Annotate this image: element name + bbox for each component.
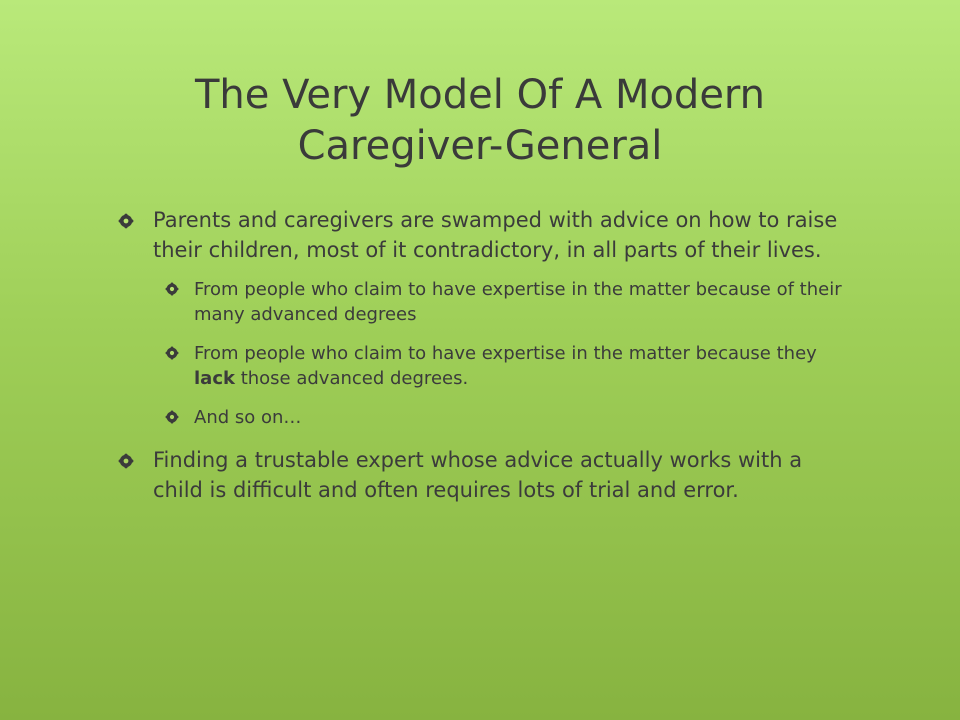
gear-bullet-icon xyxy=(118,213,134,229)
slide-title-line-1: The Very Model Of A Modern xyxy=(194,72,766,118)
bullet-list xyxy=(112,206,852,517)
subbullet-text-2-prefix: From people who claim to have expertise in the matter because they xyxy=(194,343,817,364)
subbullet-item-3 xyxy=(112,405,852,430)
bullet-item-1 xyxy=(112,206,852,265)
gear-bullet-icon xyxy=(165,410,179,424)
subbullet-text-3: And so on… xyxy=(194,407,302,428)
subbullet-text-2-suffix: those advanced degrees. xyxy=(234,368,469,389)
subbullet-item-2 xyxy=(112,341,852,391)
gear-bullet-icon xyxy=(118,453,134,469)
subbullet-text-1: From people who claim to have expertise in the matter because of their many advanced degrees xyxy=(194,279,842,325)
bullet-text-2: Finding a trustable expert whose advice actually works with a child is difficult and often requires lots of trial and error. xyxy=(153,448,803,502)
slide-title xyxy=(120,70,840,172)
bullet-text-1: Parents and caregivers are swamped with advice on how to raise their children, most of it contradictory, in all parts of their lives. xyxy=(153,208,838,262)
bullet-item-2 xyxy=(112,446,852,505)
gear-bullet-icon xyxy=(165,346,179,360)
gear-bullet-icon xyxy=(165,282,179,296)
slide-title-line-2: Caregiver-General xyxy=(297,123,663,169)
subbullet-item-1 xyxy=(112,277,852,327)
subbullet-text-2-bold: lack xyxy=(194,368,235,389)
